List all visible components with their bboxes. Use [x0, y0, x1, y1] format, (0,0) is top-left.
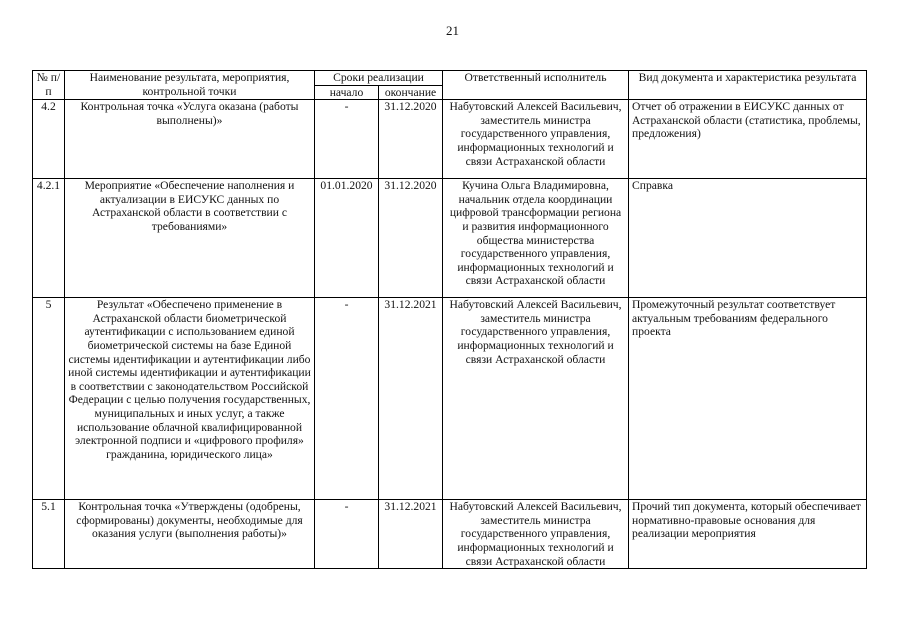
row-name: Результат «Обеспечено применение в Астраханской области биометрической аутентификации с использованием единой биометрической системы на базе Единой системы идентификации и аутентификации либо иной системы идентификации и аутентификации в соответствии с законодательством Российской Федерации с целью получения государственных, муниципальных и иных услуг, а также использование облачной квалифицированной электронной подписи и «цифрового профиля» гражданина, юридического лица»	[65, 298, 315, 500]
table-row	[33, 298, 867, 500]
row-num: 4.2.1	[33, 179, 65, 298]
header-name: Наименование результата, мероприятия, контрольной точки	[65, 71, 315, 100]
table-row	[33, 100, 867, 179]
row-num: 5.1	[33, 500, 65, 569]
row-num: 4.2	[33, 100, 65, 179]
row-start: -	[315, 100, 379, 179]
row-end: 31.12.2020	[379, 100, 443, 179]
row-doc: Промежуточный результат соответствует актуальным требованиям федерального проекта	[629, 298, 867, 500]
page-number: 21	[446, 23, 459, 38]
table-row	[33, 179, 867, 298]
row-start: -	[315, 298, 379, 500]
header-doc: Вид документа и характеристика результата	[629, 71, 867, 100]
row-end: 31.12.2020	[379, 179, 443, 298]
row-doc: Справка	[629, 179, 867, 298]
row-responsible: Набутовский Алексей Васильевич, заместитель министра государственного управления, информационных технологий и связи Астраханской области	[443, 500, 629, 569]
row-end: 31.12.2021	[379, 500, 443, 569]
row-start: -	[315, 500, 379, 569]
header-responsible: Ответственный исполнитель	[443, 71, 629, 100]
row-name: Контрольная точка «Утверждены (одобрены, сформированы) документы, необходимые для оказания услуги (выполнения работы)»	[65, 500, 315, 569]
row-name: Мероприятие «Обеспечение наполнения и актуализации в ЕИСУКС данных по Астраханской области в соответствии с требованиями»	[65, 179, 315, 298]
implementation-plan-table	[32, 70, 867, 569]
row-name: Контрольная точка «Услуга оказана (работы выполнены)»	[65, 100, 315, 179]
row-num: 5	[33, 298, 65, 500]
row-responsible: Кучина Ольга Владимировна, начальник отдела координации цифровой трансформации региона и развития информационного общества министерства государственного управления, информационных технологий и связи Астраханской области	[443, 179, 629, 298]
header-start: начало	[315, 85, 379, 100]
row-doc: Прочий тип документа, который обеспечивает нормативно-правовые основания для реализации мероприятия	[629, 500, 867, 569]
row-doc: Отчет об отражении в ЕИСУКС данных от Астраханской области (статистика, проблемы, предложения)	[629, 100, 867, 179]
header-num: № п/п	[33, 71, 65, 100]
header-period: Сроки реализации	[315, 71, 443, 86]
table-row	[33, 500, 867, 569]
row-responsible: Набутовский Алексей Васильевич, заместитель министра государственного управления, информационных технологий и связи Астраханской области	[443, 100, 629, 179]
header-end: окончание	[379, 85, 443, 100]
row-start: 01.01.2020	[315, 179, 379, 298]
row-end: 31.12.2021	[379, 298, 443, 500]
header-row	[33, 71, 867, 86]
row-responsible: Набутовский Алексей Васильевич, заместитель министра государственного управления, информационных технологий и связи Астраханской области	[443, 298, 629, 500]
